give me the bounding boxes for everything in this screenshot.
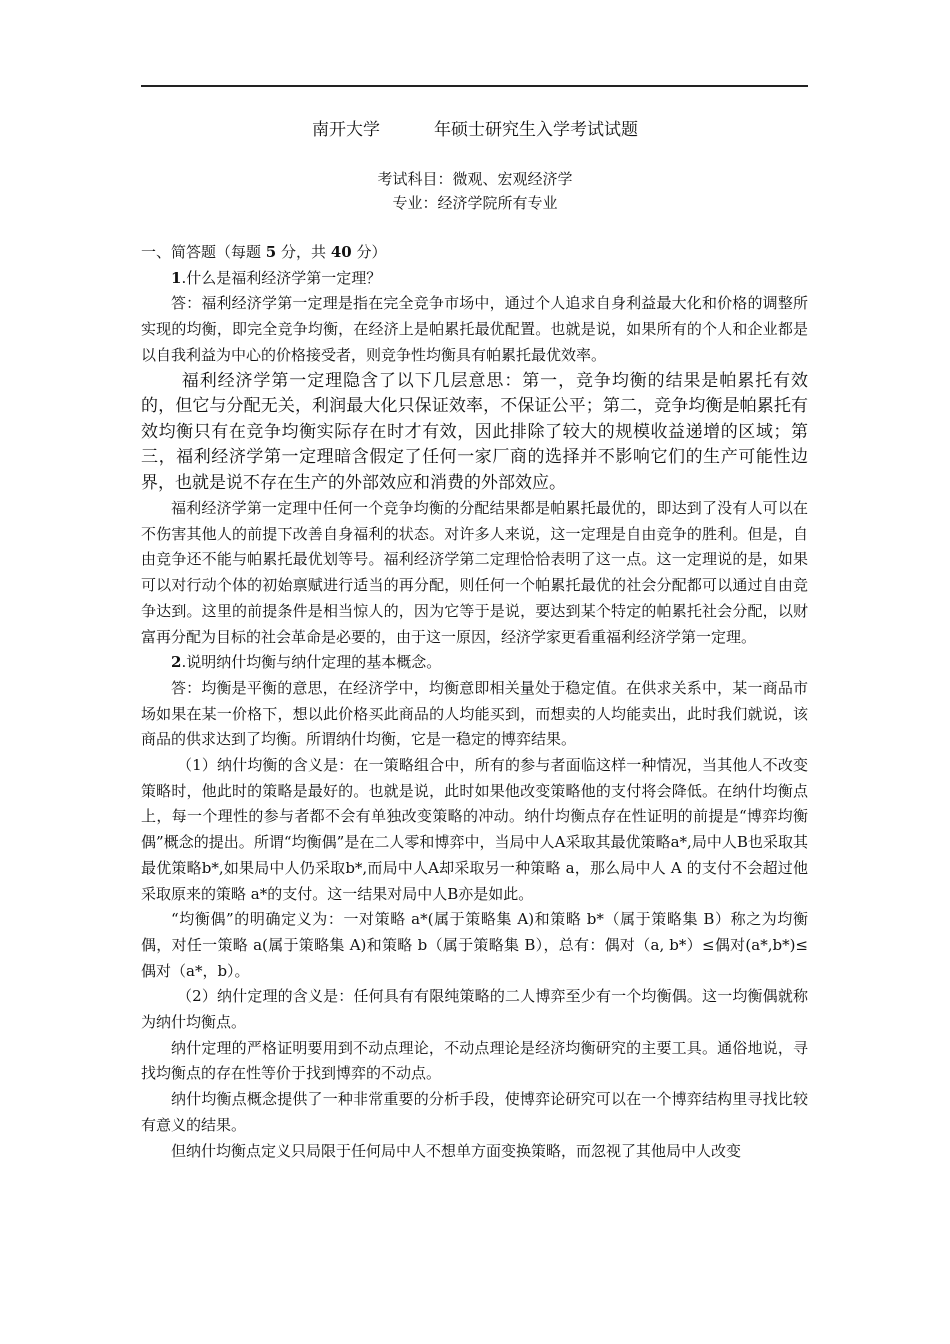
section-total: 40 [330, 243, 352, 261]
question-1 [141, 266, 808, 292]
exam-body [141, 240, 808, 1164]
q2-answer-p2: （1）纳什均衡的含义是：在一策略组合中，所有的参与者面临这样一种情况，当其他人不改变策略时，他此时的策略是最好的。也就是说，此时如果他改变策略他的支付将会降低。在纳什均衡点上，每一个理性的参与者都不会有单独改变策略的冲动。纳什均衡点存在性证明的前提是“博弈均衡偶”概念的提出。所谓“均衡偶”是在二人零和博弈中，当局中人A采取其最优策略a*,局中人B也采取其最优策略b*,如果局中人仍采取b*,而局中人A却采取另一种策略 a，那么局中人 A 的支付不会超过他采取原来的策略 a*的支付。这一结果对局中人B亦是如此。 [141, 756, 808, 903]
q1-answer-p3: 福利经济学第一定理中任何一个竞争均衡的分配结果都是帕累托最优的，即达到了没有人可以在不伤害其他人的前提下改善自身福利的状态。对许多人来说，这一定理是自由竞争的胜利。但是，自由竞争还不能与帕累托最优划等号。福利经济学第二定理恰恰表明了这一点。这一定理说的是，如果可以对行动个体的初始禀赋进行适当的再分配，则任何一个帕累托最优的社会分配都可以通过自由竞争达到。这里的前提条件是相当惊人的，因为它等于是说，要达到某个特定的帕累托社会分配，以财富再分配为目标的社会革命是必要的，由于这一原因，经济学家更看重福利经济学第一定理。 [141, 499, 808, 646]
q2-answer-p1: 答：均衡是平衡的意思，在经济学中，均衡意即相关量处于稳定值。在供求关系中，某一商品市场如果在某一价格下，想以此价格买此商品的人均能买到，而想卖的人均能卖出，此时我们就说，该商品的供求达到了均衡。所谓纳什均衡，它是一稳定的博弈结果。 [141, 678, 808, 749]
exam-subject: 考试科目：微观、宏观经济学 [377, 170, 573, 188]
q2-answer-p6: 纳什均衡点概念提供了一种非常重要的分析手段，使博弈论研究可以在一个博弈结构里寻找比较有意义的结果。 [141, 1090, 808, 1134]
q1-answer-p1: 答：福利经济学第一定理是指在完全竞争市场中，通过个人追求自身利益最大化和价格的调整所实现的均衡，即完全竞争均衡，在经济上是帕累托最优配置。也就是说，如果所有的个人和企业都是以自我利益为中心的价格接受者，则竞争性均衡具有帕累托最优效率。 [141, 294, 808, 364]
section-score-each: 5 [265, 243, 277, 261]
exam-major: 专业：经济学院所有专业 [392, 194, 558, 212]
question-1-text: .什么是福利经济学第一定理？ [181, 268, 382, 287]
q2-answer-p7: 但纳什均衡点定义只局限于任何局中人不想单方面变换策略，而忽视了其他局中人改变 [171, 1141, 742, 1160]
q2-answer-p5: 纳什定理的严格证明要用到不动点理论，不动点理论是经济均衡研究的主要工具。通俗地说，寻找均衡点的存在性等价于找到博弈的不动点。 [141, 1038, 808, 1083]
section-prefix: 一、简答题（每题 [141, 243, 262, 261]
section-suffix: 分） [356, 243, 387, 261]
section-mid: 分，共 [281, 243, 327, 261]
q1-answer-p2: 福利经济学第一定理隐含了以下几层意思：第一，竞争均衡的结果是帕累托有效的，但它与分配无关，利润最大化只保证效率，不保证公平；第二，竞争均衡是帕累托有效均衡只有在竞争均衡实际存在时才有效，因此排除了较大的规模收益递增的区域；第三，福利经济学第一定理暗含假定了任何一家厂商的选择并不影响它们的生产可能性边界，也就是说不存在生产的外部效应和消费的外部效应。 [141, 370, 808, 493]
section-heading [141, 240, 808, 266]
page-title: 南开大学 年硕士研究生入学考试试题 [311, 120, 639, 140]
question-2 [141, 650, 808, 676]
question-2-text: .说明纳什均衡与纳什定理的基本概念。 [181, 653, 442, 672]
q2-answer-p4: （2）纳什定理的含义是：任何具有有限纯策略的二人博弈至少有一个均衡偶。这一均衡偶就称为纳什均衡点。 [141, 987, 808, 1032]
question-1-number: 1 [171, 268, 182, 287]
question-2-number: 2 [171, 653, 182, 672]
q2-answer-p3: “均衡偶”的明确定义为：一对策略 a*(属于策略集 A)和策略 b*（属于策略集 B）称之为均衡偶，对任一策略 a(属于策略集 A)和策略 b（属于策略集 B），总有：偶对（a, b*）≤偶对(a*,b*)≤偶对（a*，b）。 [141, 910, 808, 980]
header-rule [141, 85, 808, 87]
